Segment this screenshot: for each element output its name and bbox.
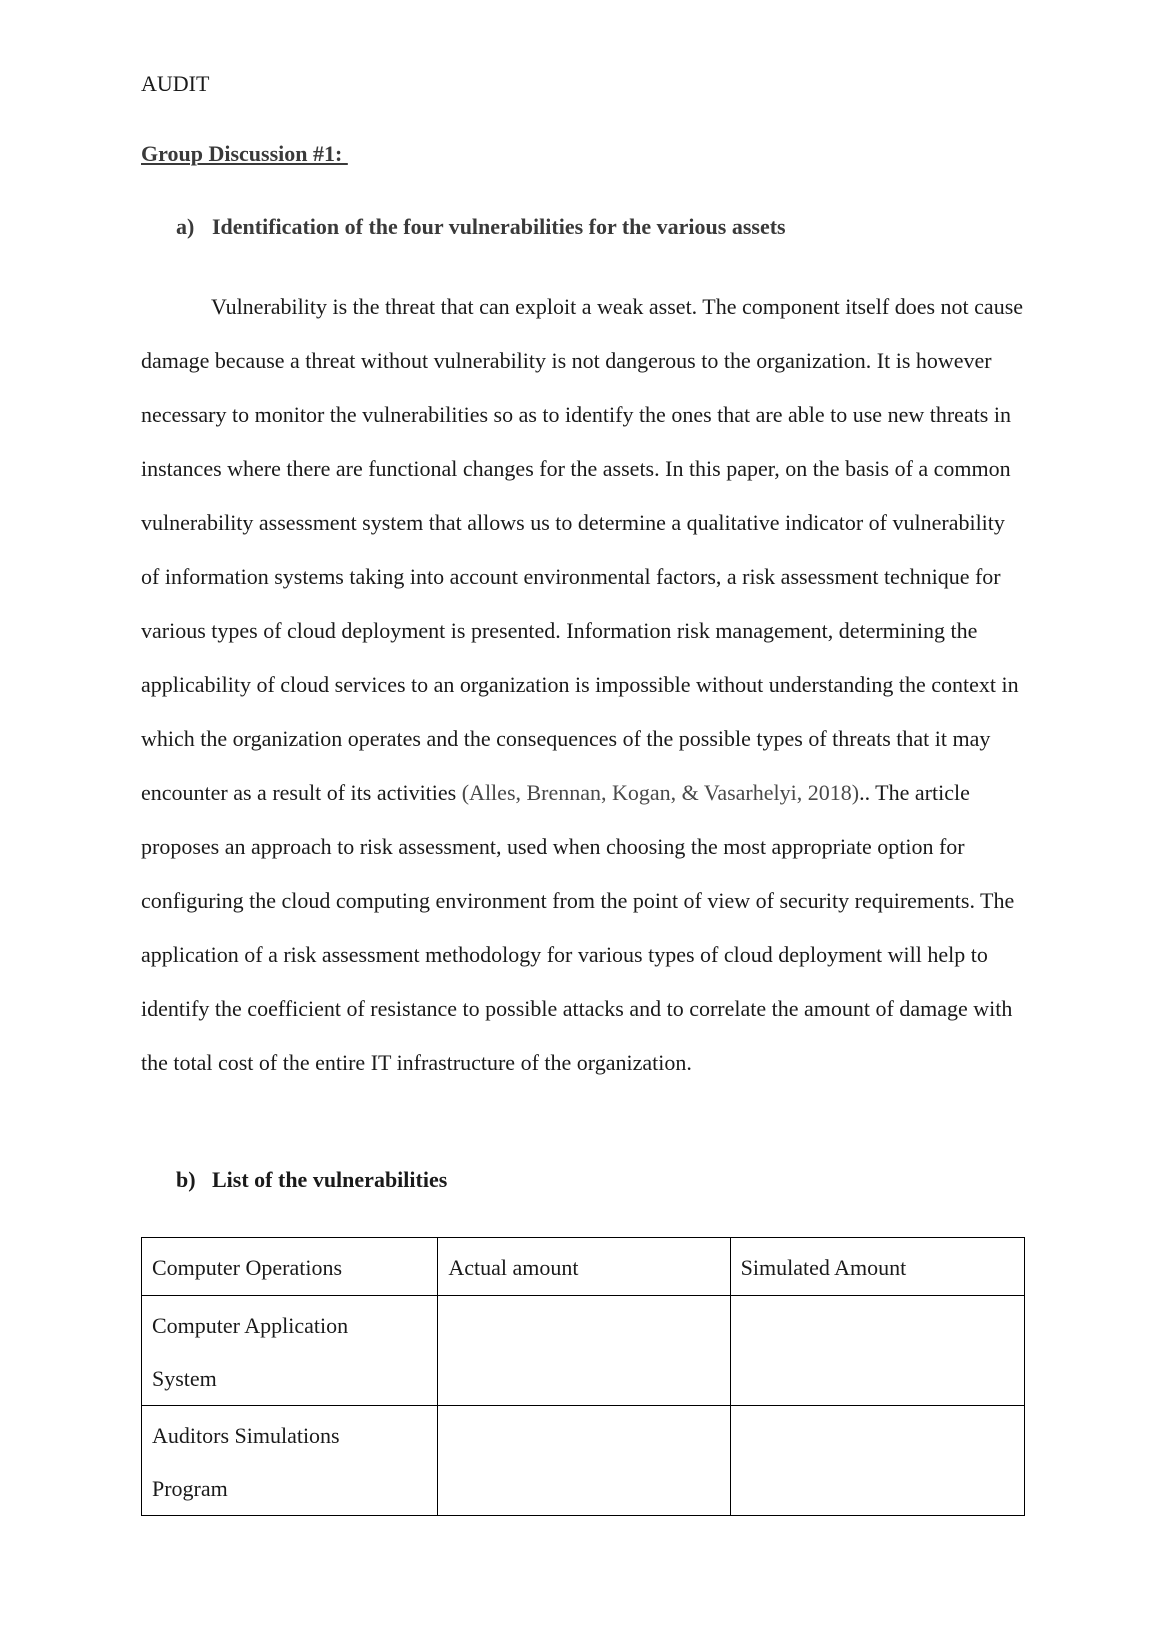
- section-a-title: Identification of the four vulnerabilities for the various assets: [212, 214, 786, 239]
- table-cell-item: [142, 1406, 438, 1516]
- section-b-marker: b): [176, 1167, 196, 1192]
- table-cell-simulated: [730, 1406, 1024, 1516]
- paragraph-text-part1: Vulnerability is the threat that can exploit a weak asset. The component itself does not cause damage because a threat without vulnerability is not dangerous to the organization. It is however necessary to monitor the vulnerabilities so as to identify the ones that are able to use new threats in instances where there are functional changes for the assets. In this paper, on the basis of a common vulnerability assessment system that allows us to determine a qualitative indicator of vulnerability of information systems taking into account environmental factors, a risk assessment technique for various types of cloud deployment is presented. Information risk management, determining the applicability of cloud services to an organization is impossible without understanding the context in which the organization operates and the consequences of the possible types of threats that it may encounter as a result of its activities: [141, 294, 1024, 805]
- table-cell-simulated: [730, 1296, 1024, 1406]
- table-header-cell: Actual amount: [438, 1238, 730, 1296]
- table-header-cell: Simulated Amount: [730, 1238, 1024, 1296]
- table-cell-actual: [438, 1296, 730, 1406]
- item-line: Computer Application: [152, 1313, 349, 1338]
- section-b-title: List of the vulnerabilities: [212, 1167, 448, 1192]
- section-a-marker: a): [176, 214, 195, 239]
- table-header-cell: Computer Operations: [142, 1238, 438, 1296]
- item-line: Program: [152, 1476, 228, 1501]
- citation: (Alles, Brennan, Kogan, & Vasarhelyi, 2018): [461, 780, 860, 805]
- item-line: Auditors Simulations: [152, 1423, 340, 1448]
- body-paragraph: [141, 280, 1025, 1090]
- table-header-row: [142, 1238, 1025, 1296]
- group-discussion-title: Group Discussion #1:: [141, 141, 348, 166]
- table-cell-actual: [438, 1406, 730, 1516]
- running-header: AUDIT: [141, 71, 210, 96]
- item-line: System: [152, 1366, 217, 1391]
- vulnerabilities-table: [141, 1237, 1025, 1516]
- section-a-heading: [176, 214, 786, 240]
- table-row: [142, 1296, 1025, 1406]
- table-cell-item: [142, 1296, 438, 1406]
- paragraph-text-part2: .. The article proposes an approach to risk assessment, used when choosing the most appropriate option for configuring the cloud computing environment from the point of view of security requirements. The application of a risk assessment methodology for various types of cloud deployment will help to identify the coefficient of resistance to possible attacks and to correlate the amount of damage with the total cost of the entire IT infrastructure of the organization.: [141, 780, 1015, 1075]
- table-row: [142, 1406, 1025, 1516]
- section-b-heading: [176, 1167, 447, 1193]
